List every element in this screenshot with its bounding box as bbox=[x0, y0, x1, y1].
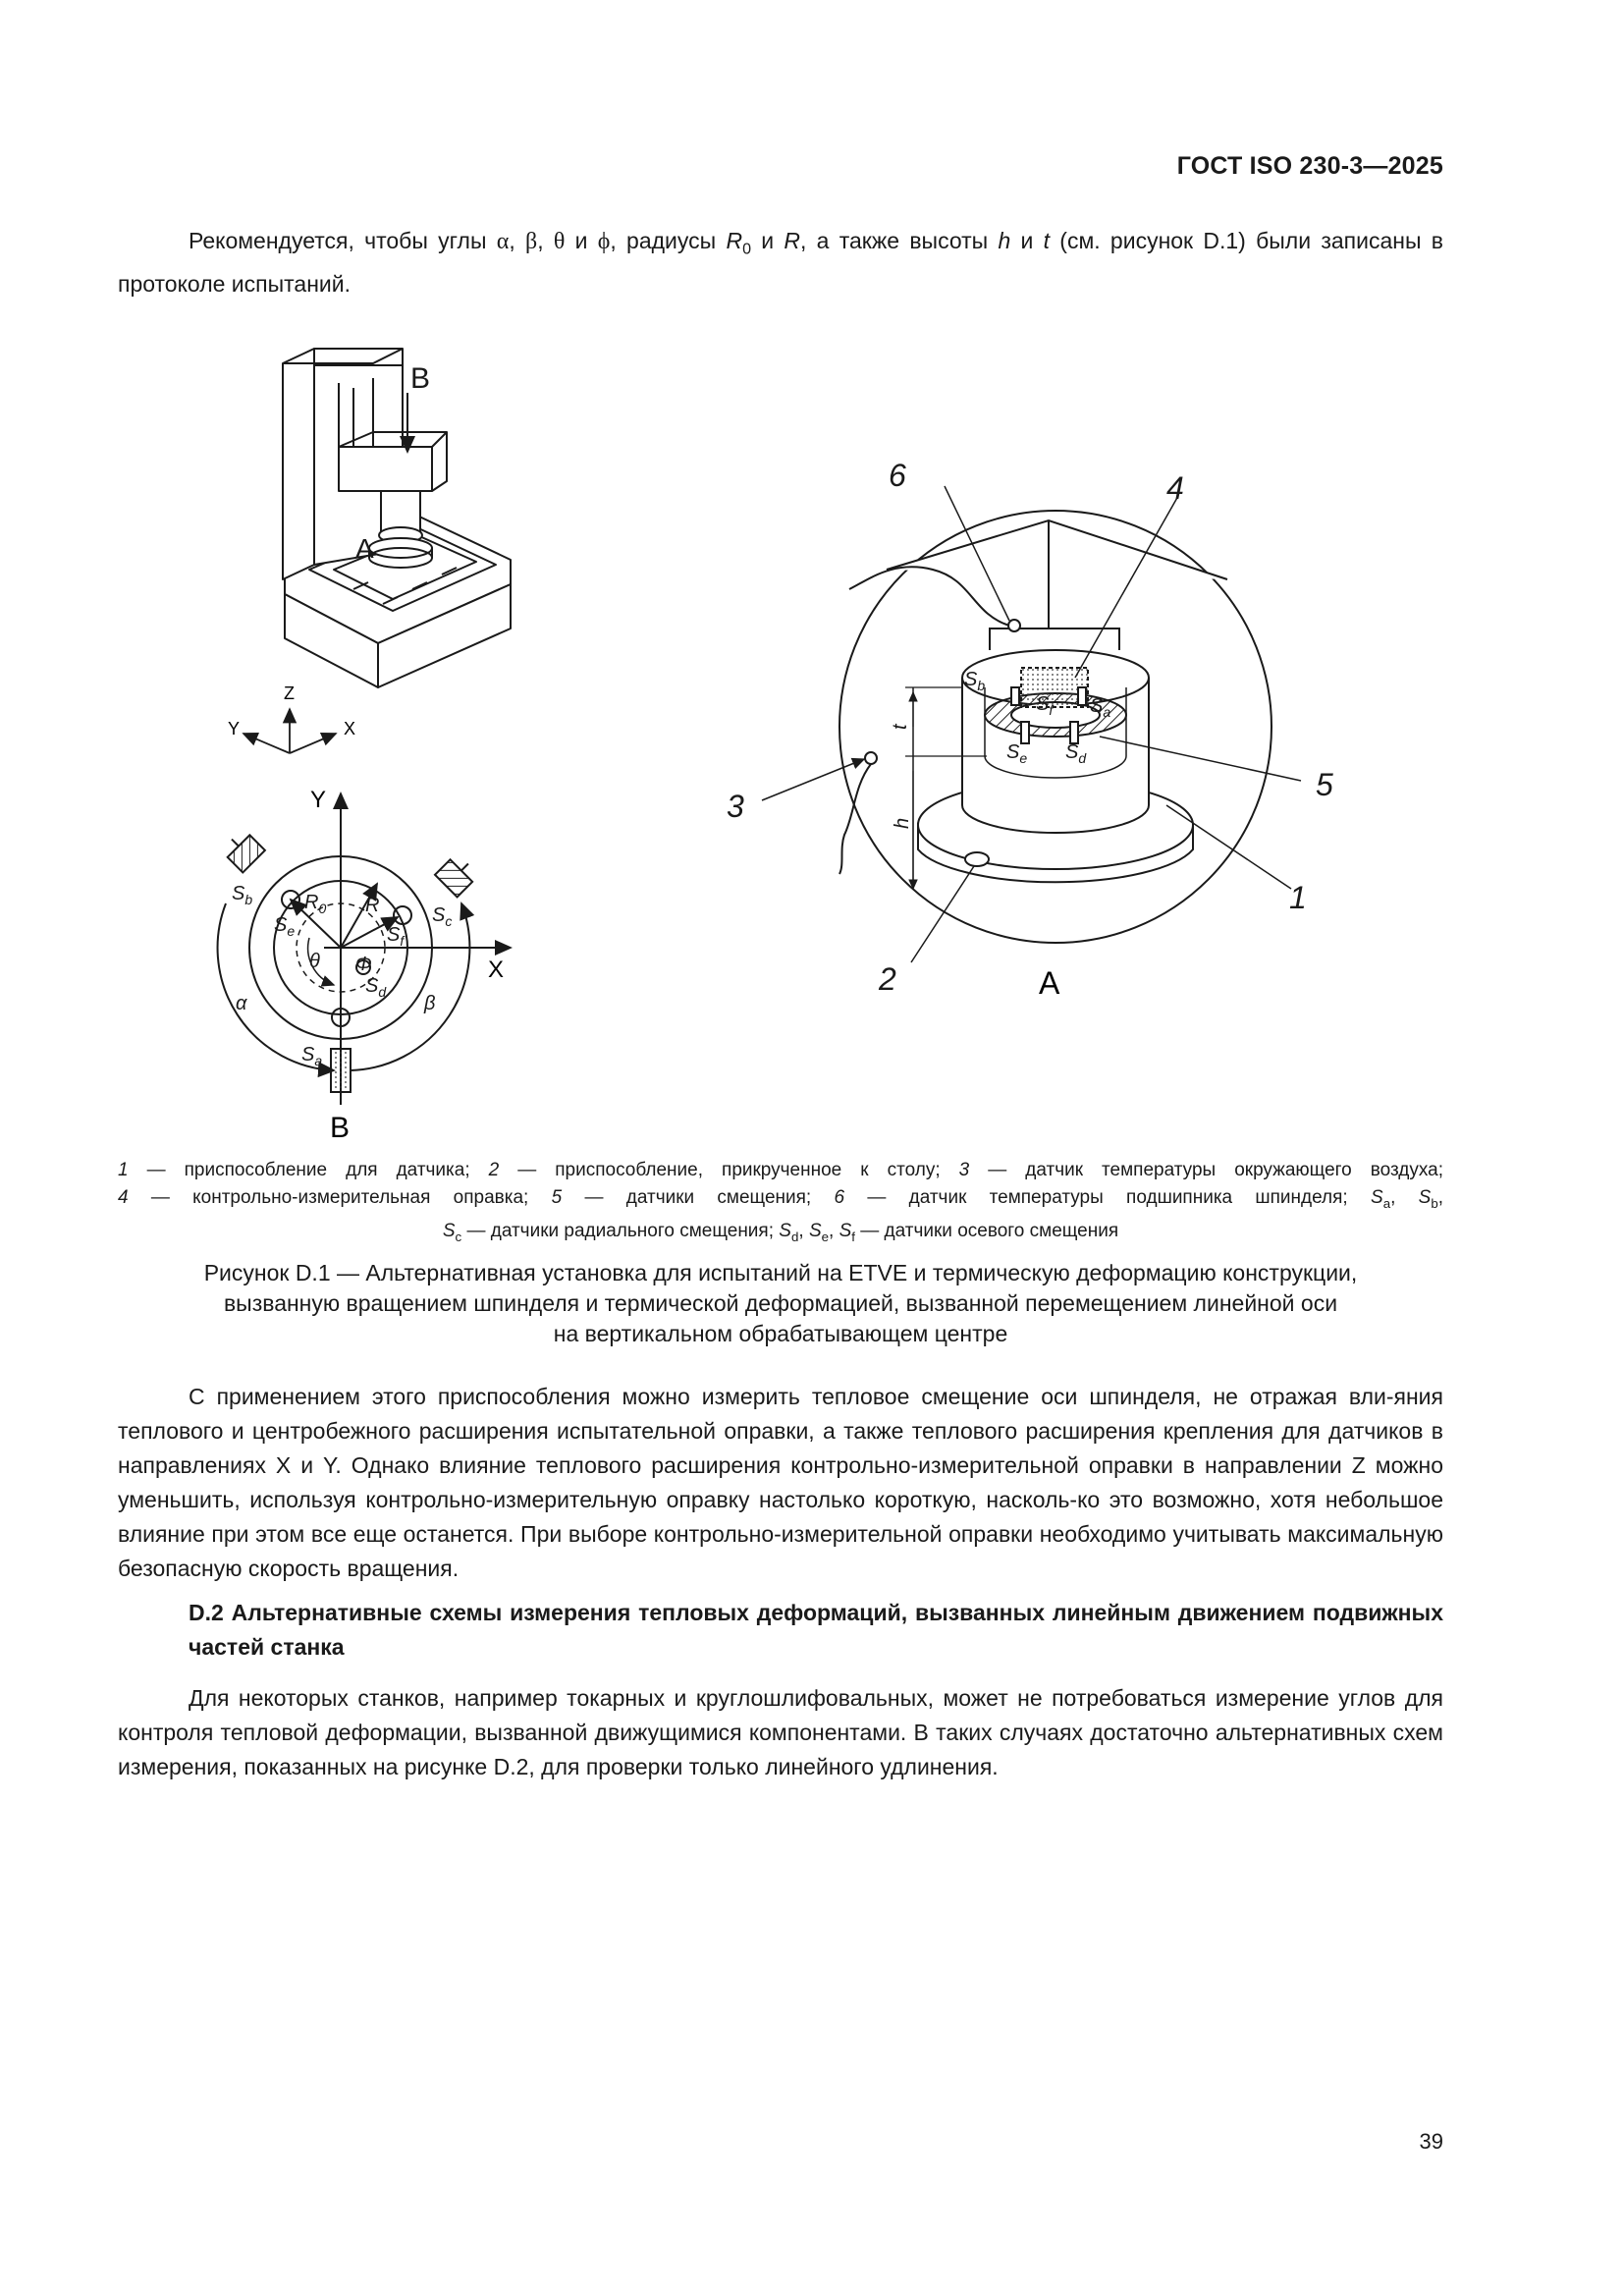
axis-z-label: Z bbox=[284, 683, 295, 703]
topview-beta: β bbox=[424, 993, 436, 1014]
detail-callout-1: 1 bbox=[1289, 880, 1307, 915]
detail-sd: $S_d$ bbox=[1065, 741, 1087, 766]
figure-legend bbox=[118, 1157, 1443, 1251]
section-paragraph: Для некоторых станков, например токарных и круглошлифовальных, может не потребоваться измерение углов для контроля тепловой деформации, вызванной движущимися компонентами. В таких случаях достаточно альтернативных схем измерения, показанных на рисунке D.2, для проверки только линейного удлинения. bbox=[118, 1685, 1443, 1779]
detail-callout-4: 4 bbox=[1166, 470, 1184, 506]
machine-label-a: A bbox=[355, 533, 374, 564]
top-view-diagram bbox=[218, 793, 511, 1105]
topview-se: $S_e$ bbox=[274, 914, 296, 939]
topview-theta: θ bbox=[309, 951, 320, 972]
topview-y-label: Y bbox=[310, 787, 327, 813]
detail-h: h bbox=[892, 817, 913, 829]
topview-b-label: B bbox=[330, 1112, 351, 1144]
topview-alpha: α bbox=[236, 993, 247, 1014]
detail-callout-3: 3 bbox=[727, 789, 744, 824]
topview-sa: $S_a$ bbox=[301, 1044, 323, 1068]
small-axes bbox=[243, 709, 336, 753]
detail-label-a: A bbox=[1039, 965, 1060, 1001]
figure-caption: Рисунок D.1 — Альтернативная установка для испытаний на ETVE и термическую деформацию конструкции, вызванную вращением шпинделя и термической деформацией, вызванной перемещением линейной оси на вертикальном обрабатывающем центре bbox=[203, 1260, 1358, 1346]
document-header: ГОСТ ISO 230-3—2025 bbox=[1176, 152, 1443, 180]
detail-callout-2: 2 bbox=[879, 961, 896, 997]
detail-sb: $S_b$ bbox=[964, 669, 986, 693]
section-title: D.2 Альтернативные схемы измерения тепловых деформаций, вызванных линейным движением подвижных частей станка bbox=[189, 1600, 1443, 1660]
topview-sd: $S_d$ bbox=[365, 975, 387, 1000]
detail-view-diagram bbox=[762, 486, 1301, 962]
detail-se: $S_e$ bbox=[1006, 741, 1028, 766]
machine-isometric-drawing bbox=[283, 349, 511, 687]
legend-line-1: 1 — приспособление для датчика; 2 — приспособление, прикрученное к столу; 3 — датчик температуры окружающего воздуха; bbox=[118, 1160, 1443, 1180]
legend-line-3: $S_c$ — датчики радиального смещения; $S_d$, $S_e$, $S_f$ — датчики осевого смещения bbox=[442, 1220, 1119, 1244]
topview-r: R bbox=[365, 895, 380, 916]
detail-callout-5: 5 bbox=[1316, 767, 1333, 802]
machine-label-b: B bbox=[410, 362, 431, 395]
topview-phi: Φ bbox=[355, 954, 372, 975]
detail-sa: $S_a$ bbox=[1090, 695, 1111, 720]
intro-paragraph: Рекомендуется, чтобы углы α, β, θ и ϕ, радиусы $R_0$ и R, а также высоты h и t (см. рисунок D.1) были записаны в протоколе испытаний. bbox=[118, 228, 1443, 297]
detail-sf: $S_f$ bbox=[1036, 693, 1054, 718]
topview-sc: $S_c$ bbox=[432, 904, 453, 929]
topview-sb: $S_b$ bbox=[232, 883, 253, 907]
detail-t: t bbox=[890, 724, 911, 730]
body-paragraph: С применением этого приспособления можно измерить тепловое смещение оси шпинделя, не отражая вли-яния теплового и центробежного расширения испытательной оправки, а также теплового расширения крепления для датчиков в направлениях X и Y. Однако влияние теплового расширения контрольно-измерительной оправки в направлении Z можно уменьшить, используя контрольно-измерительную оправку настолько короткую, насколь-ко это возможно, хотя небольшое влияние при этом все еще останется. При выборе контрольно-измерительной оправки необходимо учитывать максимальную безопасную скорость вращения. bbox=[118, 1384, 1443, 1581]
topview-x-label: X bbox=[488, 957, 505, 983]
legend-line-2: 4 — контрольно-измерительная оправка; 5 — датчики смещения; 6 — датчик температуры подшипника шпинделя; $S_a$, $S_b$, bbox=[118, 1187, 1444, 1211]
page-number: 39 bbox=[1419, 2129, 1443, 2154]
topview-r0: $R_0$ bbox=[304, 892, 327, 916]
topview-sf: $S_f$ bbox=[387, 924, 405, 949]
axis-x-label: X bbox=[344, 719, 356, 738]
axis-y-label: Y bbox=[228, 719, 241, 738]
detail-callout-6: 6 bbox=[889, 458, 906, 493]
